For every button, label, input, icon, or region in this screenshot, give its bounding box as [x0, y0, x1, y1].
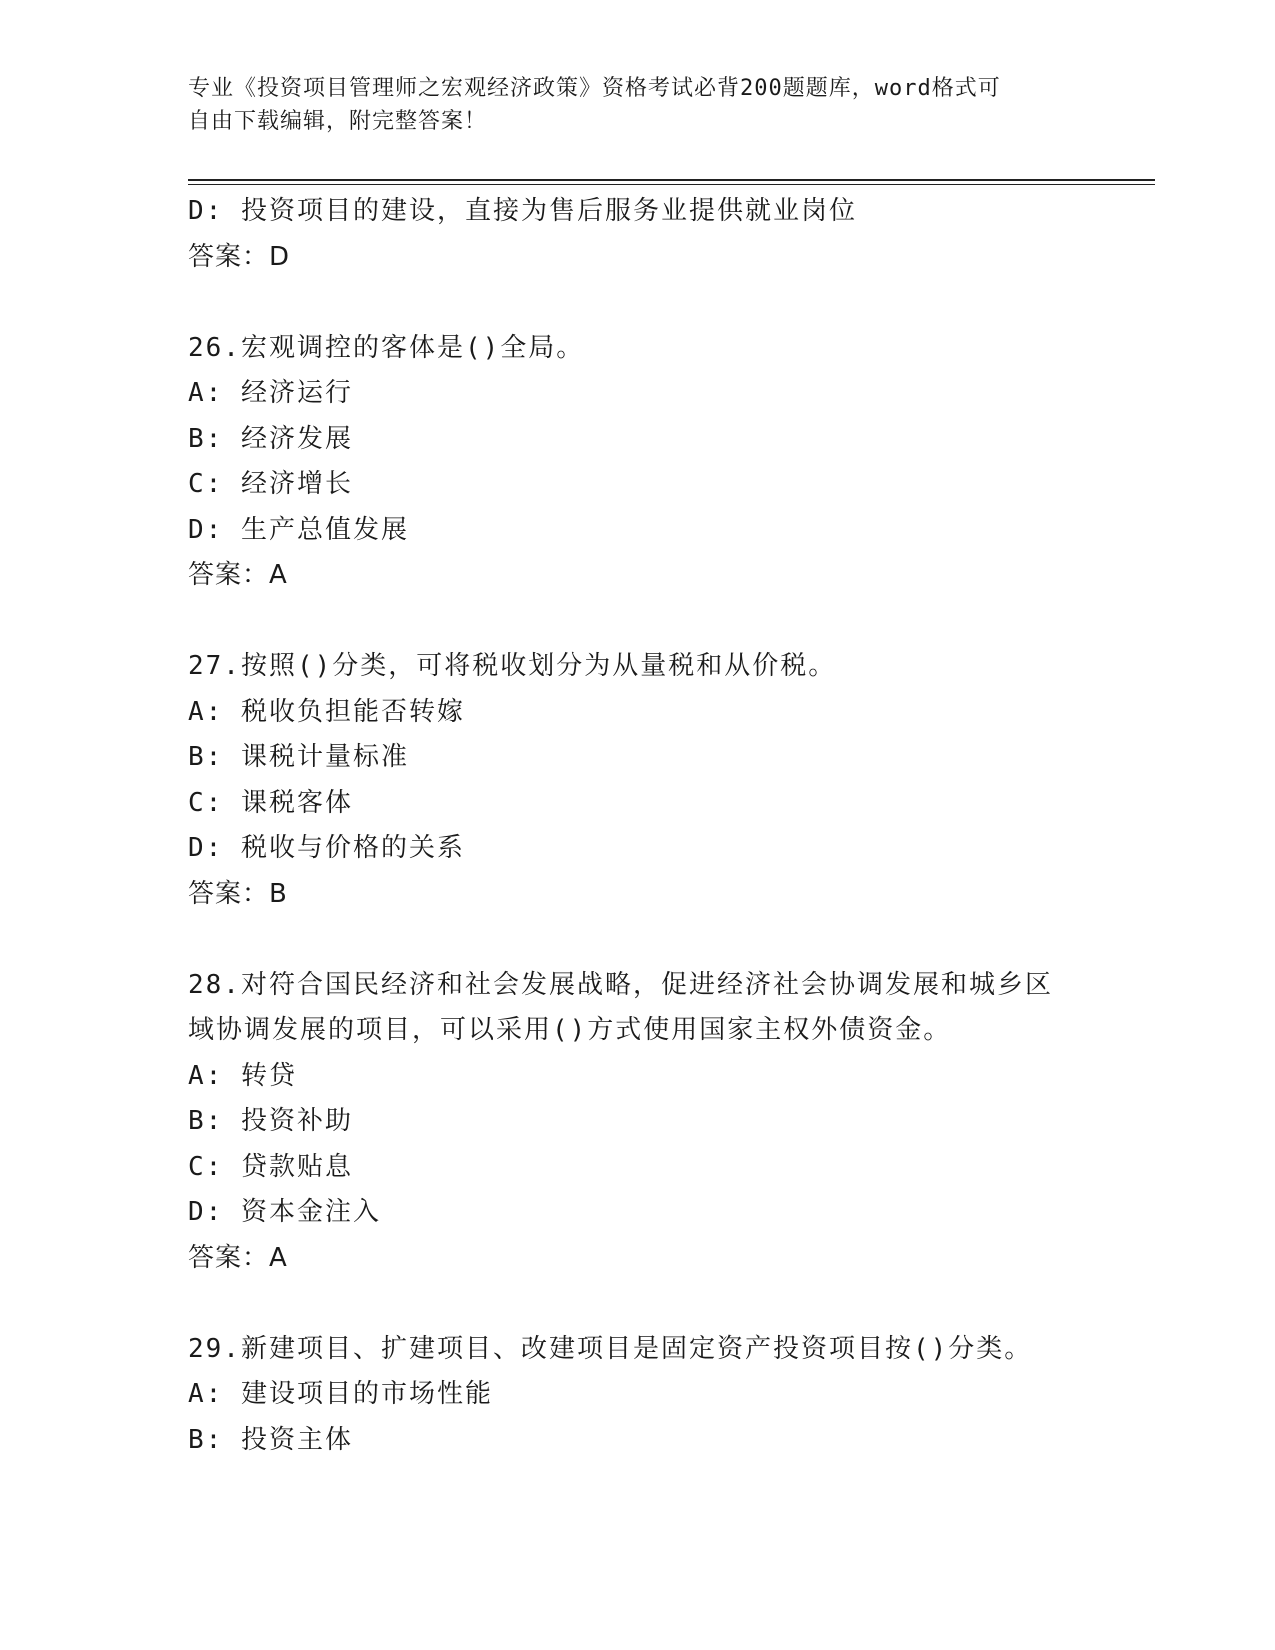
- answer: 答案：B: [188, 878, 288, 909]
- header-line-2: 自由下载编辑，附完整答案！: [188, 109, 488, 134]
- document-header: [188, 72, 1088, 138]
- option-c: C: 课税客体: [188, 787, 353, 818]
- option-a: A: 建设项目的市场性能: [188, 1379, 493, 1409]
- header-divider-thick: [188, 179, 1155, 181]
- option-a: A: 经济运行: [188, 378, 353, 408]
- option-d: D: 生产总值发展: [188, 514, 409, 545]
- option-d: D: 资本金注入: [188, 1197, 381, 1227]
- answer: 答案：A: [188, 560, 288, 590]
- question-26: [188, 326, 1088, 599]
- spacer: [188, 280, 1088, 326]
- question-stem: 27.按照()分类，可将税收划分为从量税和从价税。: [188, 651, 837, 681]
- option-a: A: 税收负担能否转嫁: [188, 696, 465, 727]
- option-c: C: 经济增长: [188, 469, 353, 499]
- option-b: B: 课税计量标准: [188, 742, 409, 772]
- question-stem-line-2: 域协调发展的项目，可以采用()方式使用国家主权外债资金。: [188, 1015, 952, 1045]
- header-line-1: 专业《投资项目管理师之宏观经济政策》资格考试必背200题题库，word格式可: [188, 76, 1001, 101]
- option-a: A: 转贷: [188, 1060, 297, 1091]
- question-list: [188, 189, 1088, 1463]
- question-stem-line-1: 28.对符合国民经济和社会发展战略，促进经济社会协调发展和城乡区: [188, 969, 1053, 1000]
- header-divider-thin: [188, 184, 1155, 185]
- option-c: C: 贷款贴息: [188, 1151, 353, 1182]
- option-b: B: 投资补助: [188, 1106, 353, 1136]
- prev-option-d: D: 投资项目的建设，直接为售后服务业提供就业岗位: [188, 196, 857, 226]
- question-29: [188, 1327, 1088, 1464]
- answer: 答案：A: [188, 1242, 288, 1273]
- spacer: [188, 1281, 1088, 1327]
- option-d: D: 税收与价格的关系: [188, 833, 465, 863]
- prev-answer: 答案：D: [188, 241, 291, 272]
- question-stem: 29.新建项目、扩建项目、改建项目是固定资产投资项目按()分类。: [188, 1333, 1033, 1364]
- option-b: B: 投资主体: [188, 1424, 353, 1455]
- option-b: B: 经济发展: [188, 423, 353, 454]
- spacer: [188, 917, 1088, 963]
- question-27: [188, 644, 1088, 917]
- spacer: [188, 599, 1088, 645]
- question-stem: 26.宏观调控的客体是()全局。: [188, 332, 585, 363]
- question-28: [188, 963, 1088, 1282]
